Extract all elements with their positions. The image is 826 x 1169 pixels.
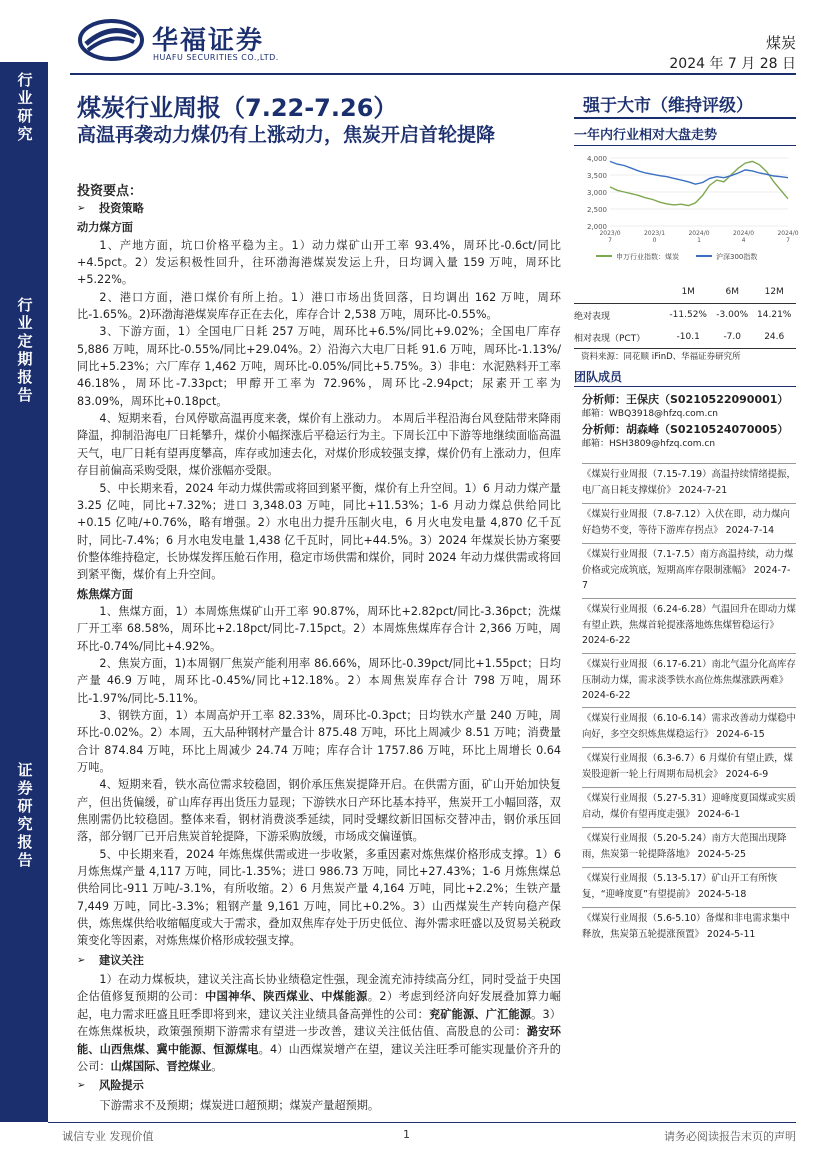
table-header-cell: 12M: [752, 281, 796, 304]
analyst-role: 分析师：: [582, 393, 626, 406]
arrow-bullet-icon: ➢: [77, 954, 86, 966]
paragraph: 4、短期来看，台风停歇高温再度来袭，煤价有上涨动力。 本周后半程沿海台风登陆带来降雨降温，抑制沿海电厂日耗攀升，煤价小幅探涨后平稳运行为主。下周长江中下游等地继续面临高温天气，电厂日耗有望再度攀高，库存或加速去化，对煤价形成较强支撑，煤价仍有上涨动力，但库存目前偏高采购受限，煤价涨幅亦受限。: [77, 412, 561, 478]
text-run: 。: [211, 1059, 223, 1073]
y-tick-label: 3,500: [586, 172, 607, 180]
table-header-row: [574, 281, 796, 304]
table-row-label: 相对表现（PCT）: [574, 326, 664, 349]
performance-table: [574, 281, 796, 349]
divider: [582, 543, 796, 544]
paragraph-attention: [77, 971, 561, 1075]
section-heading-attention: [77, 952, 561, 969]
chart-divider: [574, 145, 796, 146]
x-tick-label: 2024/0 4: [732, 230, 755, 244]
divider: [582, 867, 796, 868]
page-number: 1: [403, 1128, 410, 1141]
main-body: [77, 198, 561, 1114]
company-name-cn: 华福证券: [152, 26, 265, 56]
divider: [582, 598, 796, 599]
related-report-link[interactable]: 《煤炭行业周报（5.6-5.10）备煤和非电需求集中释放，焦炭第五轮提涨预置》 2024-5-11: [582, 913, 790, 940]
related-report-link[interactable]: 《煤炭行业周报（6.10-6.14）需求改善动力煤稳中向好，多空交织炼焦煤稳运行》 2024-6-15: [582, 713, 796, 740]
x-tick-label: 2024/0 7: [777, 230, 799, 244]
company-logo-icon: [78, 18, 144, 62]
sidebar-label-text: 证券研究报告: [15, 762, 34, 870]
sidebar-label-securities-report: [0, 762, 48, 870]
divider: [582, 503, 796, 504]
table-row-label: 绝对表现: [574, 311, 611, 322]
table-cell: -7.0: [712, 326, 752, 349]
section-heading-risk: [77, 1077, 561, 1094]
legend-label: 沪深300指数: [716, 253, 758, 261]
x-tick-label: 2023/1 0: [643, 230, 666, 244]
industry-rating: 强于大市（维持评级）: [583, 96, 753, 116]
heading-text: 风险提示: [99, 1079, 144, 1093]
chart-x-ticks: [599, 230, 798, 244]
left-sidebar: [0, 62, 48, 1122]
heading-text: 投资策略: [99, 202, 144, 215]
stock-list-thermal: 中国神华、陕西煤业、中煤能源: [204, 990, 368, 1004]
arrow-bullet-icon: ➢: [77, 1080, 86, 1092]
divider: [582, 653, 796, 654]
stock-list-shanxi: 山煤国际、晋控煤业: [110, 1059, 212, 1073]
paragraph-risk: 下游需求不及预期；煤炭进口超预期；煤炭产量超预期。: [99, 1098, 380, 1112]
divider: [582, 787, 796, 788]
related-report-link[interactable]: 《煤炭行业周报（6.17-6.21）南北气温分化高库存压制动力煤，需求淡季铁水高位炼焦煤涨跌两难》 2024-6-22: [582, 659, 796, 701]
paragraph: 2、港口方面，港口煤价有所上抬。1）港口市场出货回落，日均调出 162 万吨，周环比-1.65%。2)环渤海港煤炭库存正在去化，库存合计 2,538 万吨，周环比-0.55%。: [77, 290, 561, 322]
divider: [582, 747, 796, 748]
series-line-1: [610, 161, 788, 184]
paragraph: 5、中长期来看，2024 年炼焦煤供需或进一步收紧，多重因素对炼焦煤价格形成支撑。1）6 月炼焦煤产量 4,117 万吨，同比-1.35%；进口 986.73 万吨，同比+27.43%；1-6 月炼焦煤总供给同比-911 万吨/-3.1%，有所收缩。2）6 月焦炭产量 4,164 万吨，同比+2.2%；生铁产量 7,449 万吨，同比-3.3%；粗钢产量 9,161 万吨，同比+0.2%。3）山西煤炭生产转向稳产保供，炼焦煤供给收缩幅度或大于需求，叠加双焦库存处于历史低位、海外需求旺盛以及贸易关税政策变化等因素，对炼焦煤价格形成较强支撑。: [77, 847, 561, 948]
sidebar-label-text: 行业定期报告: [15, 297, 34, 405]
related-report-link[interactable]: 《煤炭行业周报（5.27-5.31）迎峰度夏国煤或实质启动，煤价有望再度走强》 2024-6-1: [582, 793, 796, 820]
divider: [582, 827, 796, 828]
related-reports-list: [582, 463, 796, 1093]
y-tick-label: 4,000: [586, 155, 607, 163]
text-run: 。3）在炼焦煤板块，政策强预期下游需求有望进一步改善，建议关注低估值、高股息的公司：: [77, 1007, 561, 1039]
paragraph: 1、产地方面，坑口价格平稳为主。1）动力煤矿山开工率 93.4%，周环比-0.6ct/同比+4.5pct。2）发运积极性回升，往环渤海港煤炭发运上升，日均调入量 159 万吨，周环比+5.22%。: [77, 238, 561, 287]
report-sector: 煤炭: [765, 34, 796, 52]
analyst-name: 胡森峰（S0210524070005）: [626, 423, 789, 436]
report-subtitle: 高温再袭动力煤仍有上涨动力，焦炭开启首轮提降: [77, 124, 496, 146]
text-run: 。4）山西煤炭增产在望，建议关注旺季可能实现量价齐升的公司：: [77, 1042, 561, 1073]
stock-list-coking: 潞安环能、山西焦煤、冀中能源、恒源煤电: [77, 1025, 561, 1056]
y-tick-label: 2,000: [586, 223, 607, 231]
footer-divider: [48, 1122, 796, 1123]
x-tick-label: 2024/0 1: [688, 230, 710, 244]
team-divider: [574, 386, 796, 387]
paragraph: 2、焦炭方面，1)本周钢厂焦炭产能利用率 86.66%，周环比-0.39pct/同比+1.55pct；日均产量 46.9 万吨，周环比-0.45%/同比+12.18%。2）本周焦炭库存合计 798 万吨，周环比-1.97%/同比-5.11%。: [77, 656, 561, 705]
table-cell: 24.6: [752, 326, 796, 349]
chart-series: [610, 161, 788, 205]
related-report-link[interactable]: 《煤炭行业周报（7.8-7.12）入伏在即，动力煤向好趋势不变，等待下游库存拐点》 2024-7-14: [582, 509, 790, 536]
rating-divider: [574, 117, 796, 119]
paragraph: 3、钢铁方面，1）本周高炉开工率 82.33%，周环比-0.3pct；日均铁水产量 240 万吨，周环比-0.02%。2）本周，五大品种钢材产量合计 875.48 万吨，环比上周减少 8.51 万吨；消费量合计 874.84 万吨，环比上周减少 24.74 万吨；库存合计 1757.86 万吨，环比上周增长 0.64 万吨。: [77, 708, 561, 774]
analyst-name: 王保庆（S0210522090001）: [626, 393, 789, 406]
paragraph: 1、焦煤方面，1）本周炼焦煤矿山开工率 90.87%，周环比+2.82pct/同比-3.36pct；洗煤厂开工率 68.58%，周环比+2.18pct/同比-7.15pct。2）本周炼焦煤库存合计 2,366 万吨，周环比-0.74%/同比+4.92%。: [77, 604, 561, 653]
table-cell: -10.1: [664, 326, 712, 349]
subsection-heading-thermal: 动力煤方面: [77, 221, 133, 235]
table-header-cell: 6M: [712, 281, 752, 304]
sidebar-label-industry-research: [0, 72, 48, 144]
report-title: 煤炭行业周报（7.22-7.26）: [77, 94, 398, 122]
text-run: 1）在动力煤板块，建议关注高长协业绩稳定性强，现金流充沛持续高分红，同时受益于央国企估值修复预期的公司：: [77, 973, 561, 1004]
divider: [582, 463, 796, 464]
header-divider: [70, 73, 796, 75]
table-header-cell: [574, 281, 664, 304]
related-report-link[interactable]: 《煤炭行业周报（5.20-5.24）南方大范围出现降雨，焦炭第一轮提降落地》 2024-5-25: [582, 833, 787, 860]
divider: [582, 707, 796, 708]
footer-disclaimer: 请务必阅读报告末页的声明: [664, 1130, 796, 1143]
table-row: [574, 326, 796, 349]
table-row: [574, 304, 796, 327]
analyst-2: [582, 421, 788, 437]
relative-performance-chart: [574, 150, 799, 270]
section-heading-strategy: [77, 200, 561, 217]
table-cell: -11.52%: [669, 310, 707, 320]
related-report-link[interactable]: 《煤炭行业周报（6.24-6.28）气温回升在即动力煤有望止跌，焦煤首轮提涨落地炼焦煤暂稳运行》 2024-6-22: [582, 604, 796, 646]
related-report-link[interactable]: 《煤炭行业周报（7.1-7.5）南方高温持续，动力煤价格或完成筑底，短期高库存限制涨幅》 2024-7-7: [582, 549, 794, 591]
chart-y-ticks: [587, 155, 607, 231]
legend-label: 申万行业指数：煤炭: [616, 253, 679, 261]
x-tick-label: 2023/0 7: [599, 230, 621, 244]
footer-slogan: 诚信专业 发现价值: [62, 1130, 154, 1143]
y-tick-label: 3,000: [586, 189, 607, 197]
data-source-note: 资料来源：同花顺 iFinD、华福证券研究所: [581, 352, 741, 362]
related-report-link[interactable]: 《煤炭行业周报（6.3-6.7）6 月煤价有望止跌，煤炭股迎新一轮上行周期布局机会》 2024-6-9: [582, 753, 793, 780]
table-cell: 14.21%: [757, 310, 792, 320]
chart-title: 一年内行业相对大盘走势: [574, 128, 718, 143]
key-points-title: 投资要点：: [77, 184, 143, 199]
paragraph: 5、中长期来看，2024 年动力煤供需或将回到紧平衡，煤价有上升空间。1）6 月动力煤产量 3.25 亿吨，同比+7.32%；进口 3,348.03 万吨，同比+11.53%；1-6 月动力煤总供给同比+0.15 亿吨/+0.76%，略有增强。2）水电出力提升压制火电，6 月火电发电量 4,870 亿千瓦时，同比-7.4%；6 月水电发电量 1,438 亿千瓦时，同比+44.5%。3）2024 年煤炭长协方案要价整体维持稳定，长协煤发挥压舱石作用，稳定市场供需和煤价，同时 2024 年动力煤供需或将回到紧平衡，煤价有上升空间。: [77, 481, 561, 582]
related-report-link[interactable]: 《煤炭行业周报（5.13-5.17）矿山开工有所恢复，“迎峰度夏”有望提前》 2024-5-18: [582, 873, 778, 900]
chart-legend: [596, 252, 757, 261]
report-date: 2024 年 7 月 28 日: [669, 56, 796, 72]
sidebar-label-text: 行业研究: [15, 72, 34, 144]
table-header-cell: 1M: [664, 281, 712, 304]
related-report-link[interactable]: 《煤炭行业周报（7.15-7.19）高温持续情绪提振，电厂高日耗支撑煤价》 2024-7-21: [582, 469, 796, 496]
analyst-role: 分析师：: [582, 423, 626, 436]
arrow-bullet-icon: ➢: [77, 203, 86, 214]
subsection-heading-coking: 炼焦煤方面: [77, 587, 133, 601]
team-title: 团队成员: [574, 370, 623, 384]
y-tick-label: 2,500: [586, 206, 607, 214]
divider: [582, 907, 796, 908]
heading-text: 建议关注: [99, 953, 144, 967]
paragraph: 4、短期来看，铁水高位需求较稳固，钢价承压焦炭提降开启。在供需方面，矿山开始加快复产，但出货偏缓，矿山库存再出货压力显现；下游铁水日产环比基本持平，焦炭开工小幅回落，双焦刚需仍比较稳固。整体来看，钢材消费淡季延续，同时受螺纹新旧国标交替冲击，钢价承压回落，部分钢厂已开启焦炭首轮提降，下游采购放缓，市场成交偏谨慎。: [77, 778, 561, 844]
analyst-2-email: 邮箱：HSH3809@hfzq.com.cn: [582, 439, 716, 449]
stock-list-elastic: 兖矿能源、广汇能源: [428, 1007, 532, 1021]
chart-gridlines: [610, 158, 788, 226]
sidebar-label-periodic-report: [0, 297, 48, 405]
analyst-1: [582, 391, 788, 407]
text-run: 。2）考虑到经济向好发展叠加算力崛起，电力需求旺盛且旺季即将到来，建议关注业绩具备高弹性的公司：: [77, 990, 561, 1021]
table-cell: -3.00%: [716, 310, 749, 320]
analyst-1-email: 邮箱：WBQ3918@hfzq.com.cn: [582, 409, 718, 419]
paragraph: 3、下游方面，1）全国电厂日耗 257 万吨，周环比+6.5%/同比+9.02%；全国电厂库存 5,886 万吨，周环比-0.55%/同比+29.04%。2）沿海六大电厂日耗 91.6 万吨，周环比-1.13%/同比+5.23%；六厂库存 1,462 万吨，周环比-0.05%/同比+5.75%。3）非电：水泥熟料开工率 46.18%，周环比-7.33pct；甲醇开工率为 72.96%，周环比-2.94pct；尿素开工率为 83.09%，周环比+0.18pct。: [77, 325, 561, 408]
company-name-en: HUAFU SECURITIES CO.,LTD.: [153, 53, 279, 62]
